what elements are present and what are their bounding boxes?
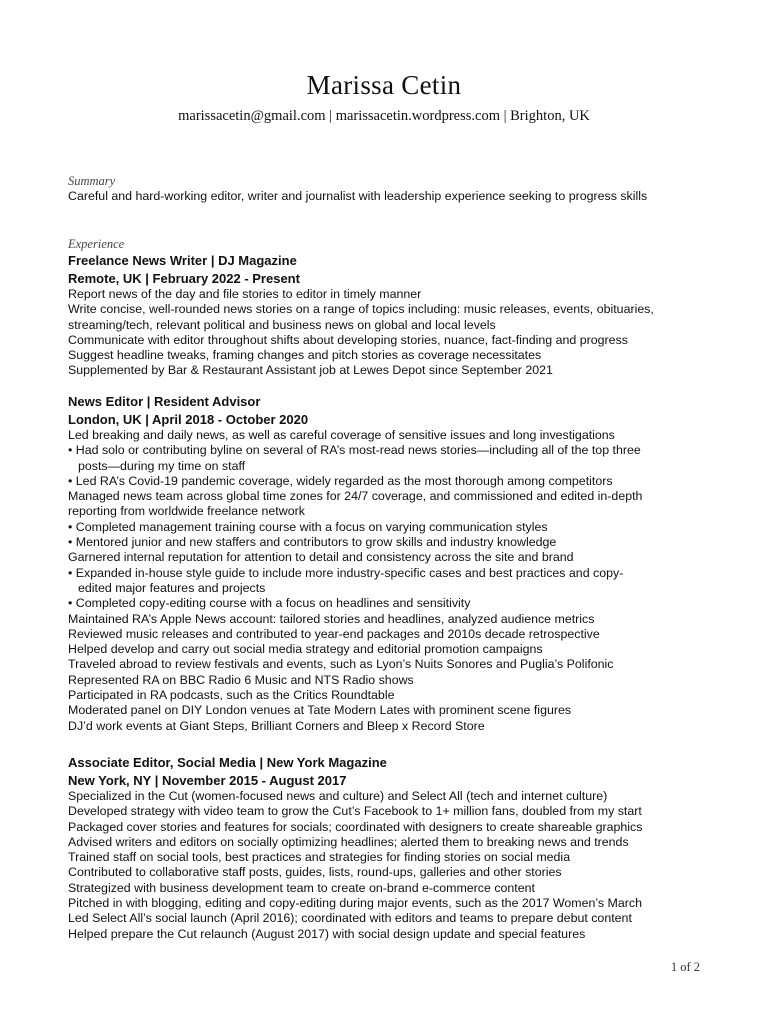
job-line: streaming/tech, relevant political and business news on global and local levels bbox=[68, 317, 496, 332]
job-line: Led Select All’s social launch (April 2016); coordinated with editors and teams to prepare debut content bbox=[68, 911, 632, 926]
job-line: Participated in RA podcasts, such as the Critics Roundtable bbox=[68, 688, 395, 703]
job-line: Managed news team across global time zones for 24/7 coverage, and commissioned and edited in-depth bbox=[68, 489, 643, 504]
job-line: Developed strategy with video team to grow the Cut’s Facebook to 1+ million fans, doubled from my start bbox=[68, 804, 642, 819]
job-bullet: • Expanded in-house style guide to include more industry-specific cases and best practices and copy- bbox=[68, 565, 624, 580]
contact-line: marissacetin@gmail.com | marissacetin.wordpress.com | Brighton, UK bbox=[178, 108, 590, 124]
job-line: Report news of the day and file stories to editor in timely manner bbox=[68, 287, 422, 301]
job-meta: London, UK | April 2018 - October 2020 bbox=[68, 411, 309, 427]
summary-text-block bbox=[68, 189, 728, 204]
job-line: Moderated panel on DIY London venues at Tate Modern Lates with prominent scene figures bbox=[68, 703, 572, 718]
job-line: Strategized with business development team to create on-brand e-commerce content bbox=[68, 880, 535, 895]
job-bullet: • Had solo or contributing byline on several of RA’s most-read news stories—including all of the top three bbox=[68, 443, 641, 458]
job-dj-magazine bbox=[68, 252, 728, 379]
job-line: DJ’d work events at Giant Steps, Brilliant Corners and Bleep x Record Store bbox=[68, 718, 485, 733]
job-bullet-continuation: edited major features and projects bbox=[78, 580, 266, 595]
job-line: Packaged cover stories and features for socials; coordinated with designers to create shareable graphics bbox=[68, 819, 643, 834]
job-line: Trained staff on social tools, best practices and strategies for finding stories on social media bbox=[68, 850, 571, 865]
job-new-york-magazine bbox=[68, 754, 728, 942]
job-meta: New York, NY | November 2015 - August 2017 bbox=[68, 772, 347, 788]
job-line: Pitched in with blogging, editing and copy-editing during major events, such as the 2017 Women’s March bbox=[68, 896, 642, 911]
job-meta: Remote, UK | February 2022 - Present bbox=[68, 270, 300, 286]
job-title: News Editor | Resident Advisor bbox=[68, 394, 261, 409]
job-line: Helped develop and carry out social media strategy and editorial promotion campaigns bbox=[68, 642, 543, 657]
job-line: Communicate with editor throughout shifts about developing stories, nuance, fact-finding and progress bbox=[68, 332, 628, 347]
experience-heading: Experience bbox=[68, 237, 125, 251]
job-line: reporting from worldwide freelance network bbox=[68, 504, 305, 519]
job-bullet-continuation: posts—during my time on staff bbox=[78, 458, 246, 473]
job-bullet: • Completed management training course with a focus on varying communication styles bbox=[68, 519, 548, 534]
job-line: Maintained RA’s Apple News account: tailored stories and headlines, analyzed audience metrics bbox=[68, 611, 595, 626]
summary-text: Careful and hard-working editor, writer and journalist with leadership experience seeking to progress skills bbox=[68, 189, 648, 203]
job-bullet: • Led RA’s Covid-19 pandemic coverage, widely regarded as the most thorough among competitors bbox=[68, 473, 613, 488]
job-bullet: • Mentored junior and new staffers and contributors to grow skills and industry knowledge bbox=[68, 535, 557, 550]
candidate-name: Marissa Cetin bbox=[306, 70, 462, 100]
job-line: Garnered internal reputation for attention to detail and consistency across the site and brand bbox=[68, 550, 574, 565]
job-line: Write concise, well-rounded news stories on a range of topics including: music releases, events, obituaries, bbox=[68, 302, 654, 317]
job-title: Freelance News Writer | DJ Magazine bbox=[68, 253, 297, 268]
summary-heading: Summary bbox=[68, 174, 116, 188]
job-line: Traveled abroad to review festivals and events, such as Lyon’s Nuits Sonores and Puglia’s Polifonic bbox=[68, 657, 614, 672]
job-line: Suggest headline tweaks, framing changes and pitch stories as coverage necessitates bbox=[68, 348, 542, 363]
job-line: Contributed to collaborative staff posts, guides, lists, round-ups, galleries and other stories bbox=[68, 865, 562, 880]
job-line: Supplemented by Bar & Restaurant Assistant job at Lewes Depot since September 2021 bbox=[68, 363, 553, 378]
job-bullet: • Completed copy-editing course with a focus on headlines and sensitivity bbox=[68, 596, 471, 611]
job-line: Advised writers and editors on socially optimizing headlines; alerted them to breaking news and trends bbox=[68, 834, 629, 849]
job-resident-advisor bbox=[68, 393, 728, 734]
page-number: 1 of 2 bbox=[670, 960, 700, 974]
job-line: Helped prepare the Cut relaunch (August 2017) with social design update and special features bbox=[68, 926, 586, 941]
job-line: Represented RA on BBC Radio 6 Music and NTS Radio shows bbox=[68, 672, 414, 687]
job-title: Associate Editor, Social Media | New York Magazine bbox=[68, 755, 387, 770]
job-line: Reviewed music releases and contributed to year-end packages and 2010s decade retrospective bbox=[68, 626, 600, 641]
job-line: Specialized in the Cut (women-focused news and culture) and Select All (tech and internet culture) bbox=[68, 789, 608, 803]
job-line: Led breaking and daily news, as well as careful coverage of sensitive issues and long investigations bbox=[68, 428, 615, 442]
